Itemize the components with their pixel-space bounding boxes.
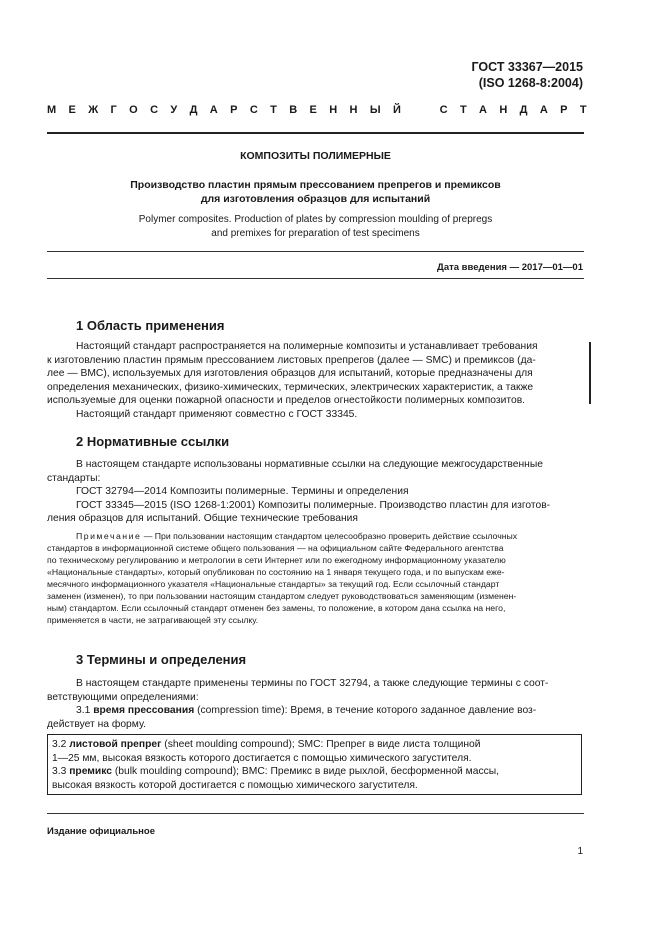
english-title-line-2: and premixes for preparation of test specimens: [211, 228, 420, 239]
section-1-body: [47, 340, 584, 421]
change-bar: [589, 342, 591, 404]
section-3-heading: 3 Термины и определения: [76, 652, 247, 667]
subtitle-line-1: Производство пластин прямым прессованием препрегов и премиксов: [130, 179, 501, 191]
term-3-1-name: время прессования: [93, 705, 195, 716]
interstate-letter: Ж: [88, 104, 99, 116]
title-rule: [47, 251, 584, 252]
standard-code-gost: ГОСТ 33367—2015: [471, 60, 583, 74]
standard-code: [471, 59, 583, 91]
note-line: применяется в части, не затрагивающей эту ссылку.: [47, 615, 259, 625]
note-line: — При пользовании настоящим стандартом целесообразно проверить действие ссылочных: [141, 531, 518, 541]
section-1-line: определения механических, физико-химических, термических, электрических характеристик, а также: [47, 381, 534, 393]
note-line: стандартов в информационной системе общего пользования — на официальном сайте Федерального агентства: [47, 543, 504, 553]
interstate-standard-banner: [47, 104, 587, 116]
interstate-letter: О: [129, 104, 138, 116]
interstate-letter: Н: [329, 104, 338, 116]
document-title: КОМПОЗИТЫ ПОЛИМЕРНЫЕ: [240, 150, 391, 162]
section-3-line: В настоящем стандарте применены термины по ГОСТ 32794, а также следующие термины с соот-: [76, 678, 549, 689]
section-1-line: используемые для оценки пожарной опасности и пределов огнестойкости полимерных композитов.: [47, 395, 526, 406]
interstate-letter: Т: [579, 104, 587, 116]
note-line: «Национальные стандарты», который опубликован по состоянию на 1 января текущего года, и по выпускам еже-: [47, 567, 505, 577]
note-label: Примечание: [76, 531, 142, 541]
interstate-letter: Ы: [369, 104, 381, 116]
note-line: по техническому регулированию и метрологии в сети Интернет или по ежегодному информационному указателю: [47, 555, 506, 565]
introduction-date: Дата введения — 2017—01—01: [437, 262, 583, 273]
official-edition: Издание официальное: [47, 826, 155, 837]
page-number: 1: [577, 846, 583, 857]
interstate-letter: У: [170, 104, 178, 116]
interstate-letter: Е: [68, 104, 76, 116]
interstate-letter: С: [439, 104, 448, 116]
interstate-letter: А: [209, 104, 218, 116]
term-3-2-line-2: 1—25 мм, высокая вязкость которого достигается с помощью химического загустителя.: [52, 752, 472, 764]
interstate-letter: Т: [270, 104, 277, 116]
section-2-line: стандарты:: [47, 472, 101, 484]
term-3-3: 3.3 премикс (bulk moulding compound); BMC: Премикс в виде рыхлой, бесформенной массы,: [52, 766, 500, 777]
interstate-letter: А: [479, 104, 487, 116]
interstate-letter: Р: [230, 104, 238, 116]
interstate-letter: Н: [349, 104, 358, 116]
section-2-heading: 2 Нормативные ссылки: [76, 434, 230, 449]
interstate-letter: Т: [459, 104, 467, 116]
interstate-letter: В: [289, 104, 298, 116]
interstate-letter: [413, 104, 427, 116]
reference-gost-32794: ГОСТ 32794—2014 Композиты полимерные. Термины и определения: [76, 486, 409, 497]
term-3-3-line-2: высокая вязкость которой достигается с помощью химического загустителя.: [52, 779, 418, 791]
note-line: месячного информационного указателя «Национальные стандарты» за текущий год. Если ссылочный стандарт: [47, 579, 500, 589]
term-3-2-name: листовой препрег: [69, 739, 162, 750]
section-1-line: Настоящий стандарт применяют совместно с ГОСТ 33345.: [76, 408, 358, 420]
note-line: ным) стандартом. Если ссылочный стандарт отменен без замены, то положение, в котором дана ссылка на него,: [47, 603, 506, 613]
note-line: заменен (изменен), то при пользовании настоящим стандартом следует руководствоваться заменяющим (изменен-: [47, 591, 517, 601]
footer-rule: [47, 813, 584, 814]
standard-code-iso: (ISO 1268-8:2004): [478, 76, 583, 90]
interstate-letter: Д: [519, 104, 528, 116]
header-rule: [47, 132, 584, 134]
interstate-letter: С: [249, 104, 258, 116]
section-1-heading: 1 Область применения: [76, 318, 225, 333]
interstate-letter: Е: [309, 104, 317, 116]
interstate-letter: Р: [560, 104, 568, 116]
amended-terms-box: [47, 734, 582, 795]
section-3-body: [47, 677, 584, 731]
section-2-line: В настоящем стандарте использованы нормативные ссылки на следующие межгосударственные: [76, 459, 543, 470]
interstate-letter: Д: [189, 104, 198, 116]
section-1-line: лее — BMC), используемых для изготовления образцов для испытаний, которые предназначены для: [47, 368, 533, 379]
interstate-letter: А: [539, 104, 548, 116]
interstate-letter: Г: [110, 104, 117, 116]
interstate-letter: С: [150, 104, 159, 116]
section-2-note: [47, 530, 584, 626]
section-2-line: ления образцов для испытаний. Общие технические требования: [47, 513, 358, 524]
section-2-body: [47, 458, 584, 526]
document-subtitle: [47, 178, 584, 206]
section-1-line: Настоящий стандарт распространяется на полимерные композиты и устанавливает требования: [76, 341, 538, 352]
subtitle-line-2: для изготовления образцов для испытаний: [200, 193, 431, 205]
interstate-letter: Н: [499, 104, 508, 116]
reference-gost-33345: ГОСТ 33345—2015 (ISO 1268-1:2001) Композиты полимерные. Производство пластин для изготов-: [76, 499, 551, 511]
date-rule: [47, 278, 584, 279]
term-3-1-line-2: действует на форму.: [47, 718, 146, 730]
english-title-line-1: Polymer composites. Production of plates by compression moulding of prepregs: [138, 214, 493, 225]
english-title: [47, 213, 584, 241]
section-1-line: к изготовлению пластин прямым прессованием листовых препрегов (далее — SMC) и премиксов (да-: [47, 354, 536, 366]
term-3-3-name: премикс: [69, 766, 112, 777]
interstate-letter: Й: [393, 104, 401, 116]
section-3-line: ветствующими определениями:: [47, 691, 199, 703]
term-3-2: 3.2 листовой препрег (sheet moulding compound); SMC: Препрег в виде листа толщиной: [52, 739, 481, 750]
interstate-letter: М: [47, 104, 57, 116]
term-3-1: 3.1 время прессования (compression time): Время, в течение которого заданное давление воз-: [76, 705, 537, 716]
